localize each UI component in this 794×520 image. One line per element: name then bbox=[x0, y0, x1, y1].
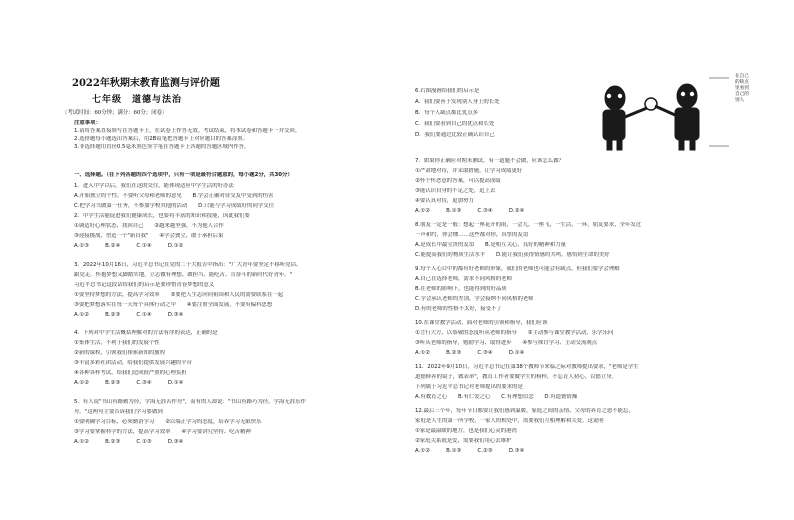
question-line: ①调适好心理状态，找回自己 ②越来越坚强，不为他人合作 bbox=[74, 223, 224, 229]
exam-subject: 七年级 道德与法治 bbox=[92, 95, 183, 105]
section-heading: 一、选择题。（在下列各题的四个选项中，只有一项是最符合题意的，每小题2分，共30分） bbox=[74, 172, 293, 178]
question-line: A.开始独立的个性，不要听父母和老师的意见 B.学会正确对待交友中受到的伤害 bbox=[74, 193, 274, 199]
question-line: ②怀个怀恶意的答案，可以提高成绩 bbox=[415, 178, 501, 184]
exam-info: 〔考试时间：60分钟；满分：60分；闭卷〕 bbox=[62, 110, 168, 116]
question-line: ①家是最温暖的地方，也是我们心灵的港湾 bbox=[415, 428, 517, 434]
question-line: C.学会承认老师的差别，学会接纳不同风格的老师 bbox=[415, 296, 534, 302]
question-line: A.①③ B.②④ C.①④ D.①② bbox=[74, 243, 184, 249]
question-line: ④要认真对待，更加努力 bbox=[415, 198, 474, 204]
question-line: ②家庭关系就是爱，需要我们用心去维护 bbox=[415, 438, 512, 444]
question-line: ①言行大方，以恭敬的态度听从老师的指导 ②主动参与课堂教学活动，乐学乐问 bbox=[415, 330, 614, 336]
question-line: A.①② B.①③ C.②③ D.③④ bbox=[415, 448, 525, 454]
note-line: 1.请将答案直接填写在答题卡上，在试卷上作答无效。考试结束，将本试卷和答题卡一并交回。 bbox=[74, 128, 301, 134]
question-line: 2．中学生活能促进我们健康成长，也要将丰富的知识和技能，因此我们要 bbox=[74, 213, 250, 219]
cartoon-illustration bbox=[589, 70, 734, 152]
question-line: 6.右图漫画给我们的启示是 bbox=[415, 88, 480, 94]
notes-heading: 注意事项： bbox=[74, 120, 101, 126]
question-line: D.有的老师的性格不太好，接受不了 bbox=[415, 306, 502, 312]
note-line: 3.非选择题用直径0.5毫米黑色签字笔在答题卡上各题的答题区域内作答。 bbox=[74, 144, 250, 150]
question-line: ③能认识自身的不足之处，追上去 bbox=[415, 188, 496, 194]
question-line: A.是成长中最宝贵的友谊 B.是相互关心，良好的精神和力量 bbox=[415, 242, 566, 248]
question-line: 7．如果你正确应对期末测试，有一道题不会做，应该怎么做？ bbox=[415, 158, 564, 164]
question-line: 道德修养的镜子，做表率"，教育工作者要做学生的榜样，不忘育人初心，以德立身。 bbox=[415, 374, 617, 380]
question-line: ③迎接挑战，塑造一个"新自我" ④学会独立，敢于承担后果 bbox=[74, 233, 224, 239]
question-line: ①要明确学习目标，必须勤奋学习 ②以端正学习的态度，培养学习无限快乐 bbox=[74, 419, 262, 425]
question-line: 习近平总书记这段话给我们的启示是要珍惜青春梦想的意义 bbox=[74, 282, 215, 288]
question-line: ②新的课程，引领我们探索新知的旅程 bbox=[74, 350, 166, 356]
question-line: A.①② B.①③ C.③④ D.②④ bbox=[415, 208, 525, 214]
question-line: A.①② B.②③ C.①④ D.③④ bbox=[74, 312, 184, 318]
question-line: ③听从老师的指导，勉励学习、取得进步 ④参与探讨学习、主动交流观点 bbox=[415, 340, 598, 346]
question-line: 一声和约，你会懂……这些都对你，真挚的友谊 bbox=[415, 232, 529, 238]
exam-title: 2022年秋期末教育监测与评价题 bbox=[72, 78, 220, 89]
question-line: 5．有人说"书山有路勤为径，学海无涯苦作舟"，而有的人却说："书山有路巧为径，学海无涯乐作 bbox=[74, 399, 306, 405]
question-line: 4．下列对中学生活概括理解对的方法有序的表达，正确的是 bbox=[74, 330, 218, 336]
question-line: A.有教育之心 B.有仁爱之心 C.有理想信念 D.有道德情操 bbox=[415, 394, 578, 400]
question-line: ①要坚持梦想的方法，提高学习效率 ②要把人生志向同祖国和人民的需要联系在一起 bbox=[74, 292, 284, 298]
question-line: 10.在课堂教学活动，面对老师的引领和指导，我们应该 bbox=[415, 320, 548, 326]
question-line: ③要把梦想落实在每一天每个具体行动之中 ④要注重全面发展，不要有偏科思想 bbox=[74, 302, 273, 308]
question-line: C．我们要看到自己的优点和长处 bbox=[415, 121, 495, 127]
question-line: A．我们要善于发现别人身上的长处 bbox=[415, 99, 500, 105]
question-line: 舟。"这两句主要告诉我们学习要做到 bbox=[74, 409, 163, 415]
question-line: 9.每个人心目中的都有好老师的形象，我们的老师也可能会有缺点，但我们要学会理解 bbox=[415, 266, 620, 272]
question-line: 家庭是人生的第一所学校，一家人的相处中，需要我们互相理解和关爱。这说明 bbox=[415, 418, 604, 424]
question-line: ①严肃地对待，并采取措施，让学习成绩更好 bbox=[415, 168, 523, 174]
question-line: 下列属于习近平总书记对老师提出的要求的是 bbox=[415, 384, 523, 390]
question-line: B．每个人缺点都比优点多 bbox=[415, 110, 478, 116]
question-line: ④各种各样考试，给我们造成很严重的心理负担 bbox=[74, 370, 187, 376]
question-line: 8.朋友一定是一般：想起一座花开的雨，一会儿，一座飞，一生活，一环，朋友要求，全年发过 bbox=[415, 222, 642, 228]
question-line: B.在老师的影响下，也能得到的好品质 bbox=[415, 286, 507, 292]
question-line: 跟党走，怀抱梦想又脚踏实地，立志做有理想、敢担当、能吃苦、肯奋斗的新时代好青年。" bbox=[74, 272, 293, 278]
question-line: ③学习要掌握科学的方法，提高学习效率 ④学习要讲究坚持、吃苦精神 bbox=[74, 429, 251, 435]
question-line: ①集体生活，不利于我们的发展个性 bbox=[74, 340, 160, 346]
question-line: 12.最后三个年，每年节日都要让我们感到温暖，家庭之间的亲情、父母的养育之恩不能忘， bbox=[415, 408, 634, 414]
cartoon-caption: 在自己的缺点里看到自己的别人 bbox=[735, 74, 749, 103]
question-line: A.自己在选择老师，需求不同风格的老师 bbox=[415, 276, 512, 282]
note-line: 2.选择题每小题选出答案后，用2B铅笔把答题卡上对应题目的答案涂黑。 bbox=[74, 136, 248, 142]
question-line: C.能提高我们的物质生活水平 D.能让我们获得情感的共鸣，感悟到生命的美好 bbox=[415, 252, 610, 258]
question-line: 11．2022年9月10日，习近平总书记在第38个教师节来临之际对教师提出要求，"老师是学生 bbox=[415, 364, 639, 370]
question-line: 3．2022年10月16日，习近平总书记在党的二十大报告中指出："广大青年要坚定不移听党话、 bbox=[74, 262, 302, 268]
question-line: C.把学习当做第一任务，不参加学校其他的活动 D.只能与学习成绩好的同学交往 bbox=[74, 203, 275, 209]
question-line: A.①② B.②③ C.③④ D.①④ bbox=[415, 350, 525, 356]
question-line: D．我们要通过比较正确认识自己 bbox=[415, 132, 495, 138]
question-line: A.①② B.②③ C.①③ D.③④ bbox=[74, 439, 184, 445]
question-line: 1．进入中学以后，我们在这的交往，能体现适应中学生活的好办法 bbox=[74, 183, 234, 189]
question-line: ③丰富多彩社团活动，给我们提供发展兴趣的平台 bbox=[74, 360, 193, 366]
question-line: A.①② B.②③ C.③④ D.①④ bbox=[74, 380, 184, 386]
